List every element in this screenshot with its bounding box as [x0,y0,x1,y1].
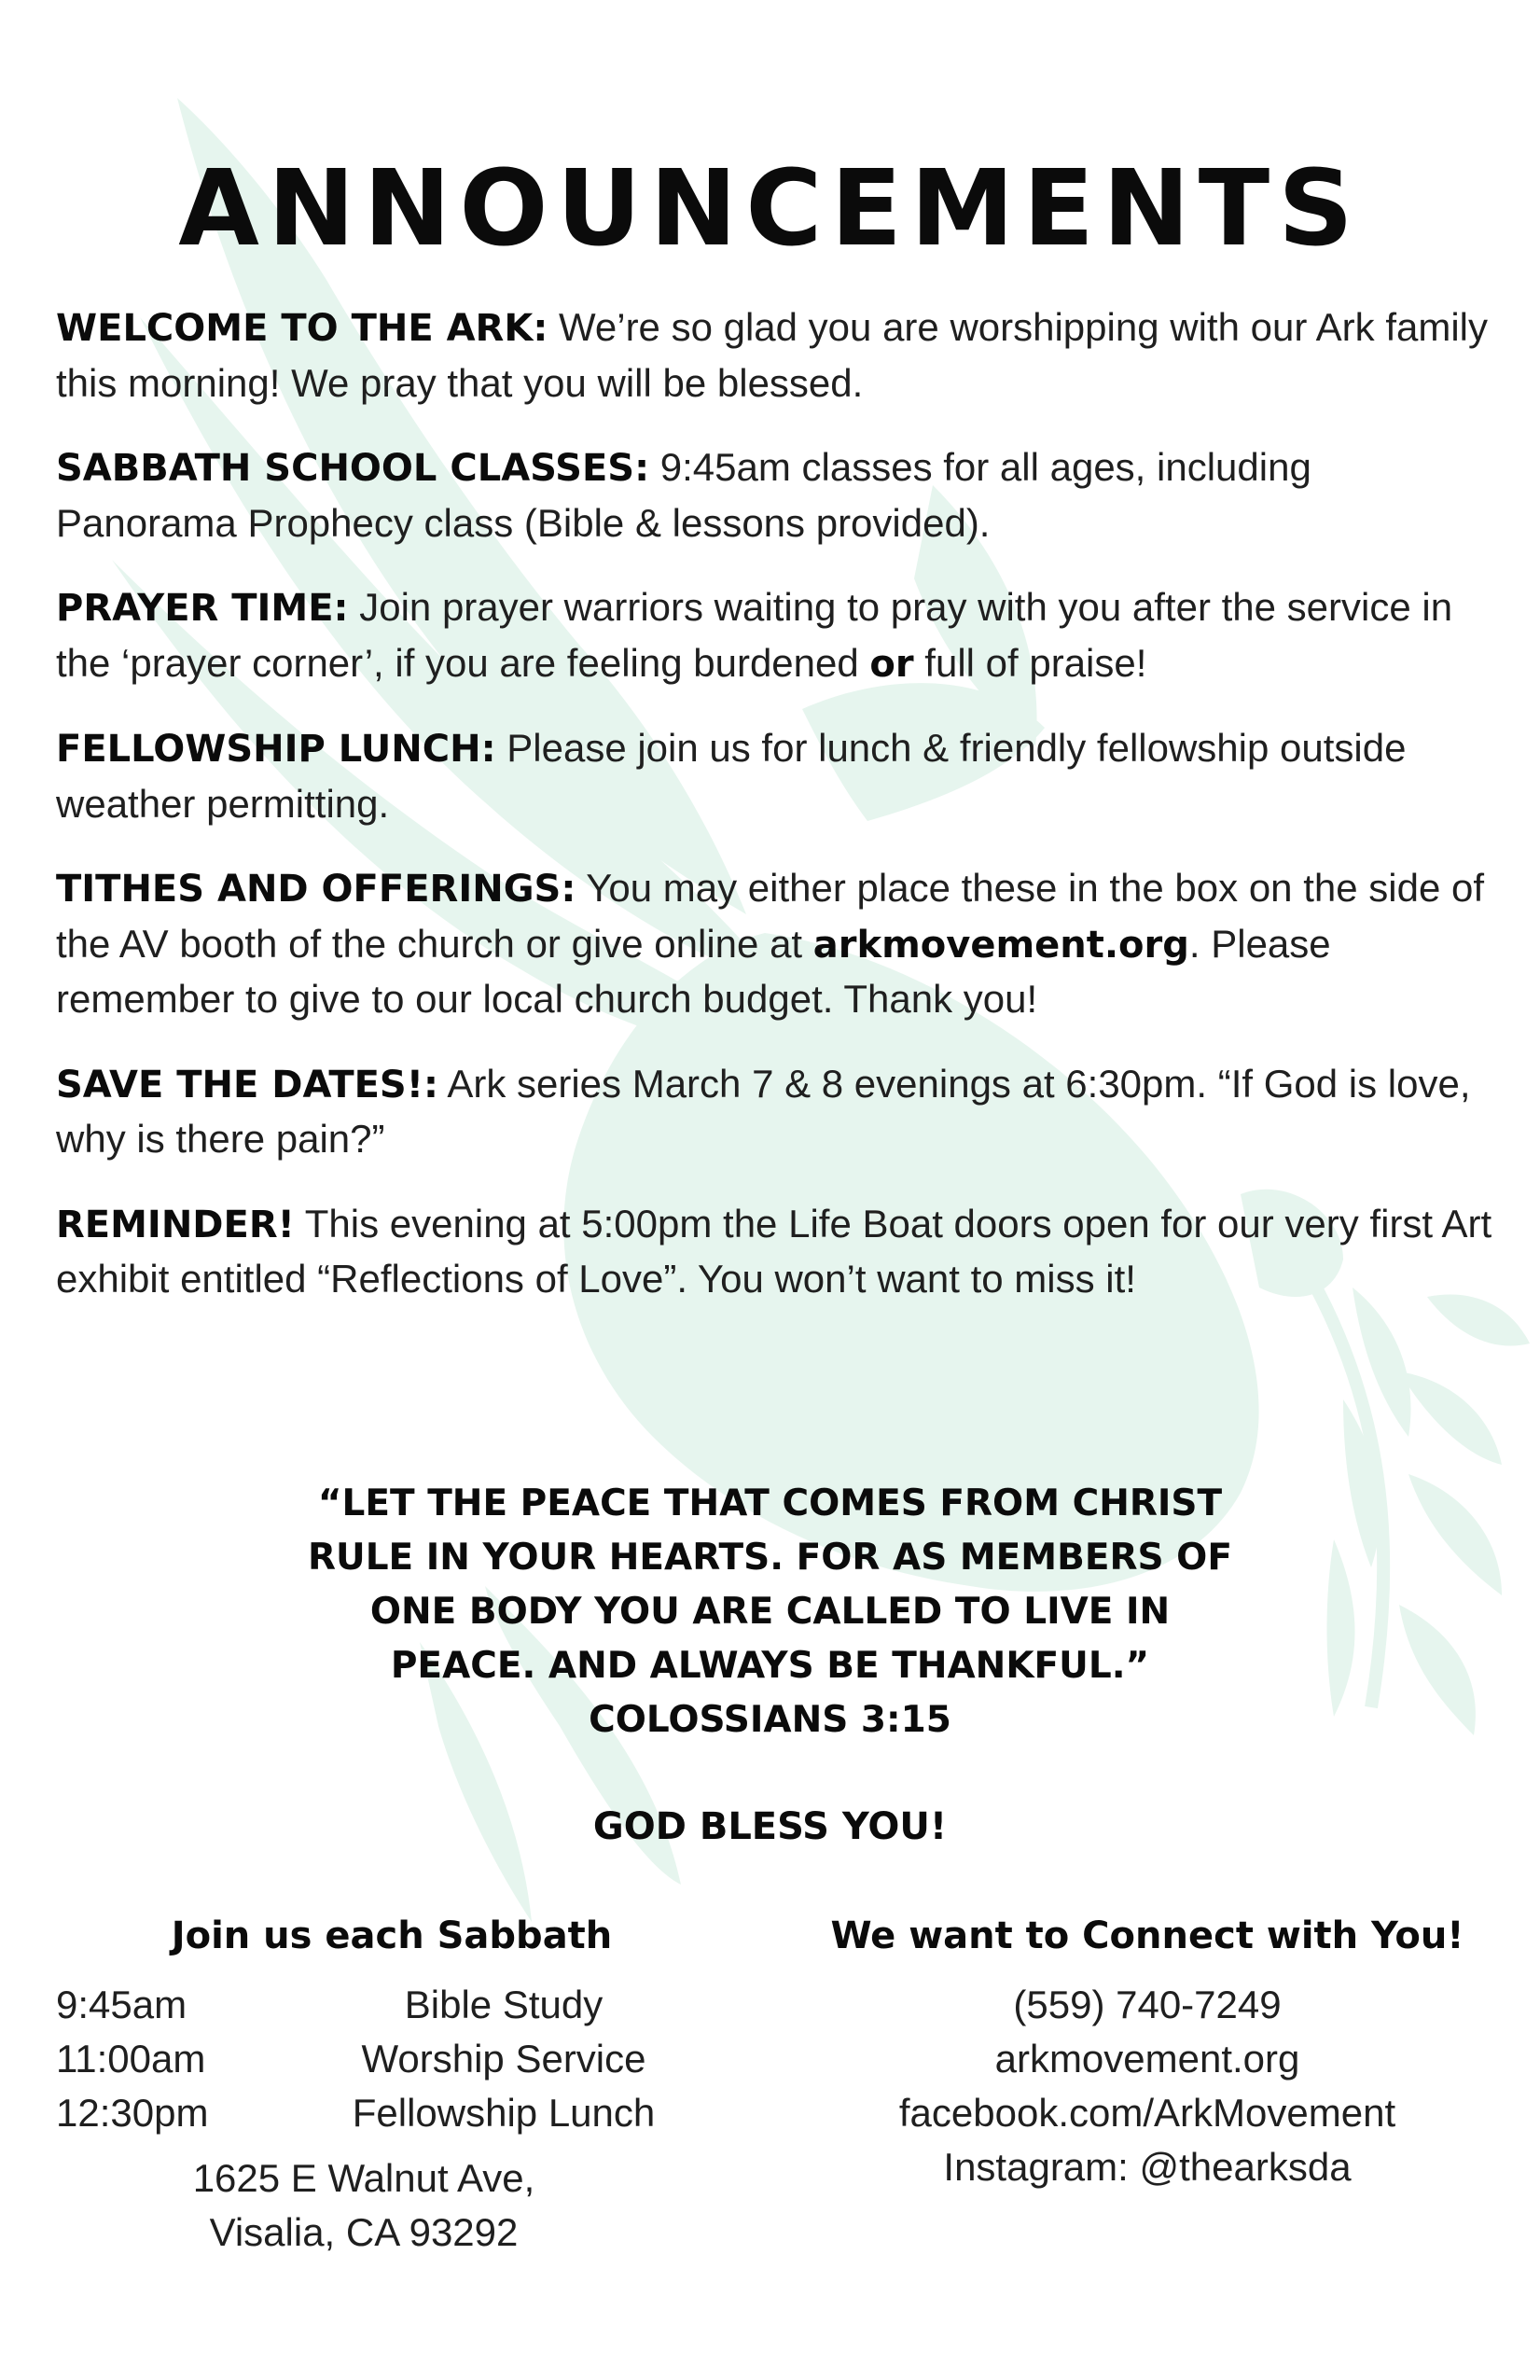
quote-line: RULE IN YOUR HEARTS. FOR AS MEMBERS OF [308,1537,1232,1579]
quote-line: “LET THE PEACE THAT COMES FROM CHRIST [317,1482,1223,1524]
announcement-text: full of praise! [913,640,1147,685]
announcement-text: Join prayer warriors waiting to pray with you after the service in the ‘prayer corner’, if you are feeling burdened [56,585,1453,685]
address-line: 1625 E Walnut Ave, [192,2156,535,2200]
scripture-quote [280,1477,1260,1747]
facebook-text: facebook.com/ArkMovement [898,2091,1396,2135]
instagram-text: Instagram: @thearksda [943,2145,1352,2189]
schedule-row [56,1978,728,2032]
schedule-time: 9:45am [56,1983,187,2026]
announcement-sabbath-school [56,440,1497,550]
schedule-heading: Join us each Sabbath [171,1914,613,1957]
phone-number: (559) 740-7249 [1013,1983,1282,2026]
announcement-heading: REMINDER! [56,1203,295,1246]
schedule-row [56,2086,728,2140]
announcement-tithes [56,861,1497,1027]
quote-line: ONE BODY YOU ARE CALLED TO LIVE IN [369,1591,1171,1633]
announcement-text: 9:45am classes for all ages, including Panorama Prophecy class (Bible & lessons provided). [56,445,1311,545]
address-line: Visalia, CA 93292 [209,2210,519,2254]
announcement-save-dates [56,1057,1497,1167]
announcement-fellowship-lunch [56,721,1497,831]
announcement-text: . Please remember to give to our local church budget. Thank you! [56,921,1331,1021]
announcement-heading: TITHES AND OFFERINGS: [56,868,576,911]
blessing-text: GOD BLESS YOU! [592,1805,948,1848]
announcement-text: This evening at 5:00pm the Life Boat doors open for our very first Art exhibit entitled “Reflections of Love”. You won’t want to miss it! [56,1201,1492,1301]
announcement-heading: WELCOME TO THE ARK: [56,307,548,350]
announcement-text: Please join us for lunch & friendly fellowship outside weather permitting. [56,726,1407,826]
church-address [56,2151,728,2260]
schedule-section [56,1914,728,2260]
announcement-heading: SABBATH SCHOOL CLASSES: [56,447,650,490]
schedule-time: 12:30pm [56,2091,209,2135]
quote-reference: COLOSSIANS 3:15 [589,1699,951,1741]
announcement-welcome [56,300,1497,411]
announcement-list [56,300,1497,1337]
schedule-event: Fellowship Lunch [352,2091,656,2135]
announcement-prayer-time [56,580,1497,691]
connect-section [802,1914,1492,2194]
website-text: arkmovement.org [994,2037,1300,2081]
schedule-event: Bible Study [404,1983,604,2026]
quote-line: PEACE. AND ALWAYS BE THANKFUL.” [390,1645,1150,1687]
website-link: arkmovement.org [812,923,1189,967]
schedule-event: Worship Service [361,2037,646,2081]
announcement-heading: SAVE THE DATES!: [56,1063,438,1106]
schedule-time: 11:00am [56,2037,206,2081]
connect-heading: We want to Connect with You! [830,1914,1464,1957]
announcement-reminder [56,1197,1497,1307]
page-title: ANNOUNCEMENTS [178,148,1362,270]
announcement-emphasis: or [869,642,914,686]
schedule-row [56,2032,728,2086]
announcement-heading: FELLOWSHIP LUNCH: [56,728,496,771]
announcement-text: We’re so glad you are worshipping with our Ark family this morning! We pray that you will be blessed. [56,305,1488,405]
announcement-heading: PRAYER TIME: [56,587,349,630]
announcement-text: You may either place these in the box on the side of the AV booth of the church or give online at [56,866,1484,966]
announcement-text: Ark series March 7 & 8 evenings at 6:30pm. “If God is love, why is there pain?” [56,1061,1471,1161]
